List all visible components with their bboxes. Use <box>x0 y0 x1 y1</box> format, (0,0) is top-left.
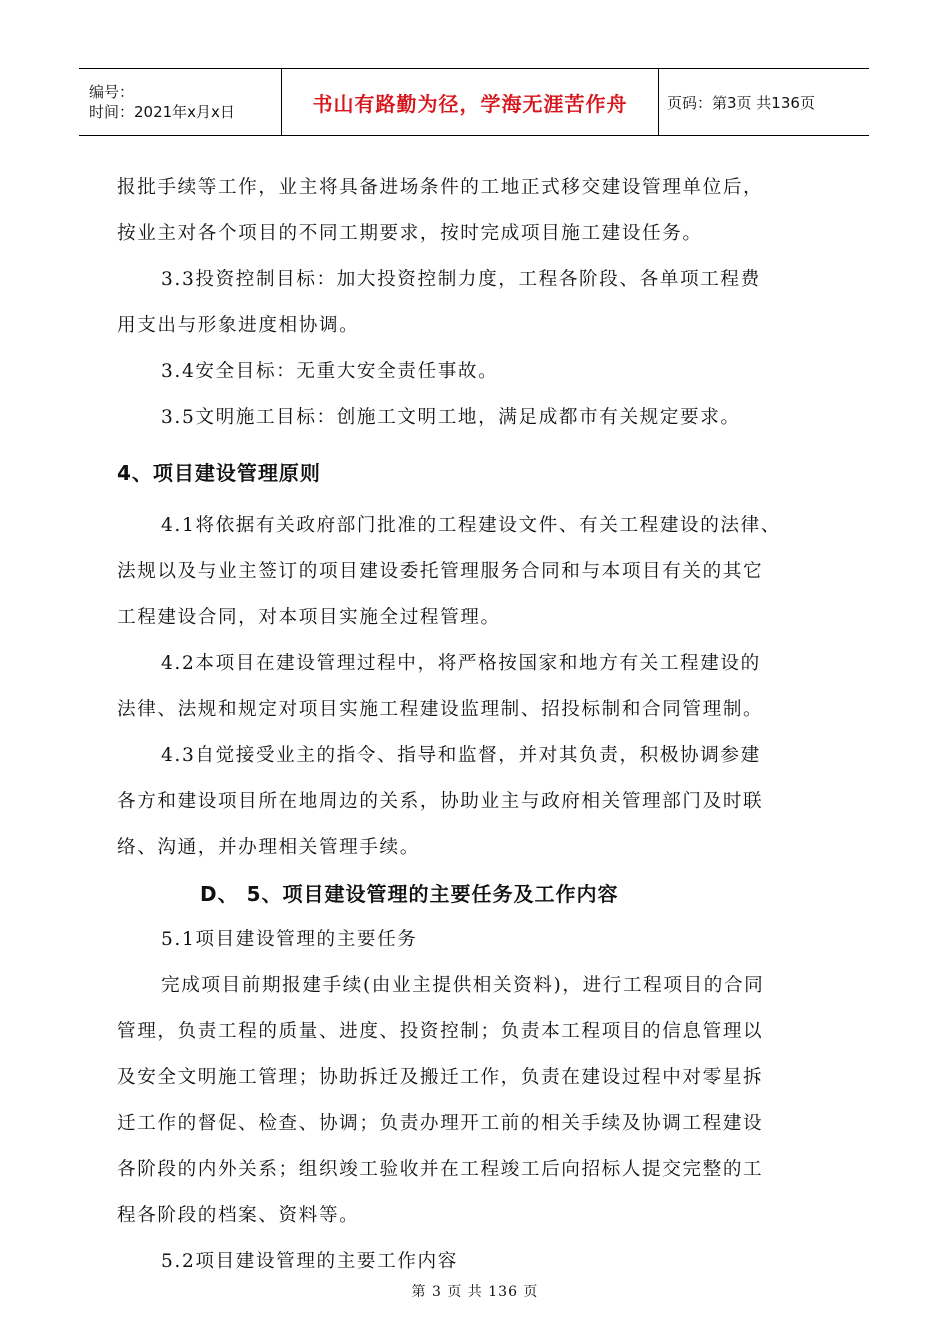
paragraph-line: 3.4安全目标：无重大安全责任事故。 <box>161 361 499 382</box>
paragraph-line: 用支出与形象进度相协调。 <box>117 315 360 336</box>
header-motto: 书山有路勤为径，学海无涯苦作舟 <box>281 69 659 135</box>
paragraph-line: 工程建设合同，对本项目实施全过程管理。 <box>117 607 501 628</box>
section-heading-5: D、 5、项目建设管理的主要任务及工作内容 <box>200 882 619 906</box>
number-label: 编号： <box>89 83 135 101</box>
paragraph-line: 法律、法规和规定对项目实施工程建设监理制、招投标制和合同管理制。 <box>117 699 764 720</box>
paragraph-line: 4.3自觉接受业主的指令、指导和监督，并对其负责，积极协调参建 <box>161 745 761 766</box>
paragraph-line: 络、沟通，并办理相关管理手续。 <box>117 837 420 858</box>
paragraph-line: 3.5文明施工目标：创施工文明工地，满足成都市有关规定要求。 <box>161 407 741 428</box>
paragraph-line: 3.3投资控制目标：加大投资控制力度，工程各阶段、各单项工程费 <box>161 269 761 290</box>
paragraph-line: 迁工作的督促、检查、协调；负责办理开工前的相关手续及协调工程建设 <box>117 1113 764 1134</box>
document-body <box>117 165 835 1285</box>
paragraph-line: 4.2本项目在建设管理过程中，将严格按国家和地方有关工程建设的 <box>161 653 761 674</box>
time-label: 时间：2021年x月x日 <box>89 103 235 121</box>
header-page-info: 页码：第3页 共136页 <box>667 93 815 112</box>
paragraph-line: 法规以及与业主签订的项目建设委托管理服务合同和与本项目有关的其它 <box>117 561 764 582</box>
paragraph-line: 各方和建设项目所在地周边的关系，协助业主与政府相关管理部门及时联 <box>117 791 764 812</box>
paragraph-line: 报批手续等工作，业主将具备进场条件的工地正式移交建设管理单位后， <box>117 177 764 198</box>
paragraph-line: 5.2项目建设管理的主要工作内容 <box>161 1251 458 1272</box>
paragraph-line: 及安全文明施工管理；协助拆迁及搬迁工作，负责在建设过程中对零星拆 <box>117 1067 764 1088</box>
paragraph-line: 程各阶段的档案、资料等。 <box>117 1205 360 1226</box>
header-meta <box>79 69 281 135</box>
section-heading-4: 4、项目建设管理原则 <box>117 461 321 485</box>
page-footer: 第 3 页 共 136 页 <box>411 1284 539 1300</box>
paragraph-line: 完成项目前期报建手续(由业主提供相关资料)，进行工程项目的合同 <box>161 975 765 996</box>
page-header <box>79 68 869 136</box>
paragraph-line: 4.1将依据有关政府部门批准的工程建设文件、有关工程建设的法律、 <box>161 515 781 536</box>
paragraph-line: 按业主对各个项目的不同工期要求，按时完成项目施工建设任务。 <box>117 223 703 244</box>
paragraph-line: 管理，负责工程的质量、进度、投资控制；负责本工程项目的信息管理以 <box>117 1021 764 1042</box>
paragraph-line: 各阶段的内外关系；组织竣工验收并在工程竣工后向招标人提交完整的工 <box>117 1159 764 1180</box>
paragraph-line: 5.1项目建设管理的主要任务 <box>161 929 418 950</box>
